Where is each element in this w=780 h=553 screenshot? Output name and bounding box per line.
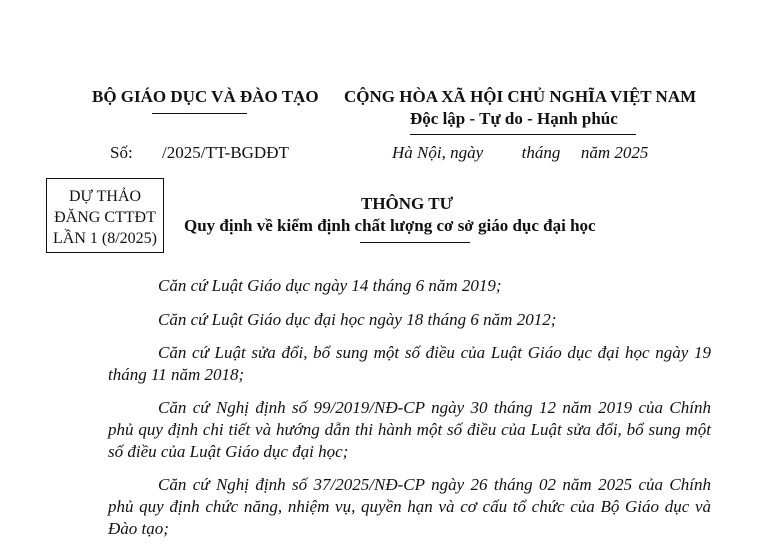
- document-number: /2025/TT-BGDĐT: [162, 143, 289, 162]
- ministry-underline: [152, 113, 247, 114]
- preamble-paragraph: Căn cứ Luật Giáo dục ngày 14 tháng 6 năm 2019;: [158, 276, 502, 295]
- date-place: Hà Nội, ngày: [392, 143, 484, 162]
- date-line: [392, 143, 648, 163]
- preamble-paragraph: Căn cứ Luật sửa đổi, bổ sung một số điều của Luật Giáo dục đại học ngày 19 tháng 11 năm 2018;: [108, 343, 711, 384]
- preamble-paragraph: Căn cứ Luật Giáo dục đại học ngày 18 tháng 6 năm 2012;: [158, 310, 557, 329]
- ministry-name: BỘ GIÁO DỤC VÀ ĐÀO TẠO: [92, 87, 319, 106]
- preamble-paragraph: Căn cứ Nghị định số 99/2019/NĐ-CP ngày 30 tháng 12 năm 2019 của Chính phủ quy định chi tiết và hướng dẫn thi hành một số điều của Luật sửa đổi, bổ sung một số điều của Luật Giáo dục đại học;: [108, 398, 711, 461]
- document-title: Quy định về kiểm định chất lượng cơ sở giáo dục đại học: [184, 216, 596, 235]
- draft-line-3: LẦN 1 (8/2025): [53, 230, 157, 247]
- national-title: CỘNG HÒA XÃ HỘI CHỦ NGHĨA VIỆT NAM: [344, 87, 697, 106]
- title-underline: [360, 242, 470, 243]
- draft-stamp: [46, 178, 164, 253]
- date-month: tháng: [521, 143, 561, 162]
- document-type: THÔNG TƯ: [361, 194, 454, 213]
- draft-line-1: DỰ THẢO: [68, 188, 142, 205]
- document-number-label: Số:: [110, 143, 133, 162]
- date-year: năm 2025: [580, 143, 649, 162]
- national-motto: Độc lập - Tự do - Hạnh phúc: [410, 109, 618, 128]
- motto-underline: [410, 134, 636, 135]
- preamble-paragraph: Căn cứ Nghị định số 37/2025/NĐ-CP ngày 26 tháng 02 năm 2025 của Chính phủ quy định chức năng, nhiệm vụ, quyền hạn và cơ cấu tổ chức của Bộ Giáo dục và Đào tạo;: [108, 475, 711, 538]
- draft-line-2: ĐĂNG CTTĐT: [54, 209, 156, 226]
